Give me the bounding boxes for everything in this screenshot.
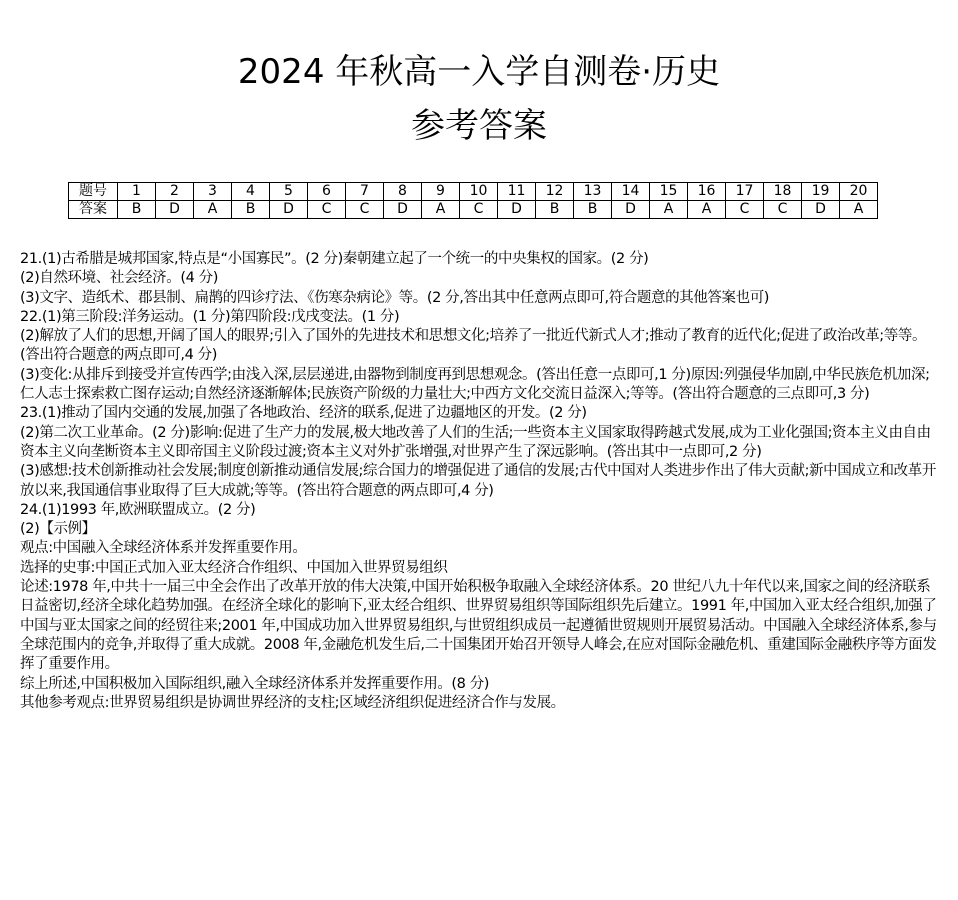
answer-paragraph: (2)第二次工业革命。(2 分)影响:促进了生产力的发展,极大地改善了人们的生活;一些资本主义国家取得跨越式发展,成为工业化强国;资本主义由自由资本主义向垄断资本主义即帝国主义阶段过渡;资本主义对外扩张增强,对世界产生了深远影响。(答出其中一点即可,2 分)	[20, 424, 931, 460]
question-number-cell: 3	[194, 183, 232, 201]
question-number-cell: 12	[536, 183, 574, 201]
answer-paragraph: 观点:中国融入全球经济体系并发挥重要作用。	[20, 540, 307, 557]
question-number-cell: 17	[726, 183, 764, 201]
answer-paragraph: 选择的史事:中国正式加入亚太经济合作组织、中国加入世界贸易组织	[20, 559, 448, 576]
answer-paragraph: 综上所述,中国积极加入国际组织,融入全球经济体系并发挥重要作用。(8 分)	[20, 675, 490, 692]
answer-cell: C	[460, 201, 498, 219]
answer-table-answer-label: 答案	[69, 201, 118, 219]
answer-paragraph: (2)自然环境、社会经济。(4 分)	[20, 270, 218, 287]
answer-cell: B	[536, 201, 574, 219]
answer-cell: D	[384, 201, 422, 219]
answer-cell: A	[194, 201, 232, 219]
answer-table-answer-row	[69, 201, 878, 219]
answer-paragraph: 23.(1)推动了国内交通的发展,加强了各地政治、经济的联系,促进了边疆地区的开发。(2 分)	[20, 405, 587, 422]
answer-paragraph: (3)感想:技术创新推动社会发展;制度创新推动通信发展;综合国力的增强促进了通信的发展;古代中国对人类进步作出了伟大贡献;新中国成立和改革开放以来,我国通信事业取得了巨大成就;等等。(答出符合题意的两点即可,4 分)	[20, 463, 936, 499]
question-number-cell: 13	[574, 183, 612, 201]
answer-paragraph: (3)文字、造纸术、郡县制、扁鹊的四诊疗法、《伤寒杂病论》等。(2 分,答出其中任意两点即可,符合题意的其他答案也可)	[20, 289, 770, 306]
question-number-cell: 11	[498, 183, 536, 201]
question-number-cell: 14	[612, 183, 650, 201]
answer-paragraph: 其他参考观点:世界贸易组织是协调世界经济的支柱;区域经济组织促进经济合作与发展。	[20, 694, 565, 711]
question-number-cell: 10	[460, 183, 498, 201]
answer-cell: C	[764, 201, 802, 219]
question-number-cell: 19	[802, 183, 840, 201]
answer-cell: D	[270, 201, 308, 219]
question-number-cell: 2	[156, 183, 194, 201]
question-number-cell: 15	[650, 183, 688, 201]
answer-cell: C	[308, 201, 346, 219]
answer-cell: A	[422, 201, 460, 219]
answer-cell: A	[650, 201, 688, 219]
question-number-cell: 9	[422, 183, 460, 201]
answer-cell: B	[232, 201, 270, 219]
answer-table-number-row	[69, 183, 878, 201]
question-number-cell: 4	[232, 183, 270, 201]
answer-cell: C	[346, 201, 384, 219]
answer-table	[68, 182, 878, 219]
document-subtitle: 参考答案	[411, 106, 547, 146]
answer-paragraph: 24.(1)1993 年,欧洲联盟成立。(2 分)	[20, 501, 256, 518]
question-number-cell: 6	[308, 183, 346, 201]
answer-paragraph: 论述:1978 年,中共十一届三中全会作出了改革开放的伟大决策,中国开始积极争取融入全球经济体系。20 世纪八九十年代以来,国家之间的经济联系日益密切,经济全球化趋势加强。在经济全球化的影响下,亚太经合组织、世界贸易组织等国际组织先后建立。1991 年,中国加入亚太经合组织,加强了中国与亚太国家之间的经贸往来;2001 年,中国成功加入世界贸易组织,与世贸组织成员一起遵循世贸规则开展贸易活动。中国融入全球经济体系,参与全球范围内的竞争,并取得了重大成就。2008 年,金融危机发生后,二十国集团开始召开领导人峰会,在应对国际金融危机、重建国际金融秩序等方面发挥了重要作用。	[20, 579, 937, 673]
question-number-cell: 16	[688, 183, 726, 201]
question-number-cell: 1	[118, 183, 156, 201]
answer-cell: D	[156, 201, 194, 219]
question-number-cell: 7	[346, 183, 384, 201]
answer-paragraph: 21.(1)古希腊是城邦国家,特点是“小国寡民”。(2 分)秦朝建立起了一个统一的中央集权的国家。(2 分)	[20, 251, 649, 267]
answer-paragraph: 22.(1)第三阶段:洋务运动。(1 分)第四阶段:戊戌变法。(1 分)	[20, 308, 400, 325]
question-number-cell: 5	[270, 183, 308, 201]
answer-cell: D	[802, 201, 840, 219]
question-number-cell: 8	[384, 183, 422, 201]
answer-cell: B	[118, 201, 156, 219]
answer-paragraph: (2)【示例】	[20, 521, 96, 538]
answer-table-number-label: 题号	[69, 183, 118, 201]
answer-cell: A	[840, 201, 878, 219]
question-number-cell: 18	[764, 183, 802, 201]
answer-cell: A	[688, 201, 726, 219]
document-title: 2024 年秋高一入学自测卷·历史	[237, 52, 721, 92]
answer-paragraph: (3)变化:从排斥到接受并宣传西学;由浅入深,层层递进,由器物到制度再到思想观念。(答出任意一点即可,1 分)原因:列强侵华加剧,中华民族危机加深;仁人志士探索救亡图存运动;自然经济逐渐解体;民族资产阶级的力量壮大;中西方文化交流日益深入;等等。(答出符合题意的三点即可,3 分)	[20, 366, 930, 403]
answer-paragraph: (2)解放了人们的思想,开阔了国人的眼界;引入了国外的先进技术和思想文化;培养了一批近代新式人才;推动了教育的近代化;促进了政治改革;等等。(答出符合题意的两点即可,4 分)	[20, 328, 927, 364]
question-number-cell: 20	[840, 183, 878, 201]
answer-cell: C	[726, 201, 764, 219]
answer-cell: D	[612, 201, 650, 219]
answer-content	[20, 250, 938, 713]
answer-cell: B	[574, 201, 612, 219]
answer-cell: D	[498, 201, 536, 219]
